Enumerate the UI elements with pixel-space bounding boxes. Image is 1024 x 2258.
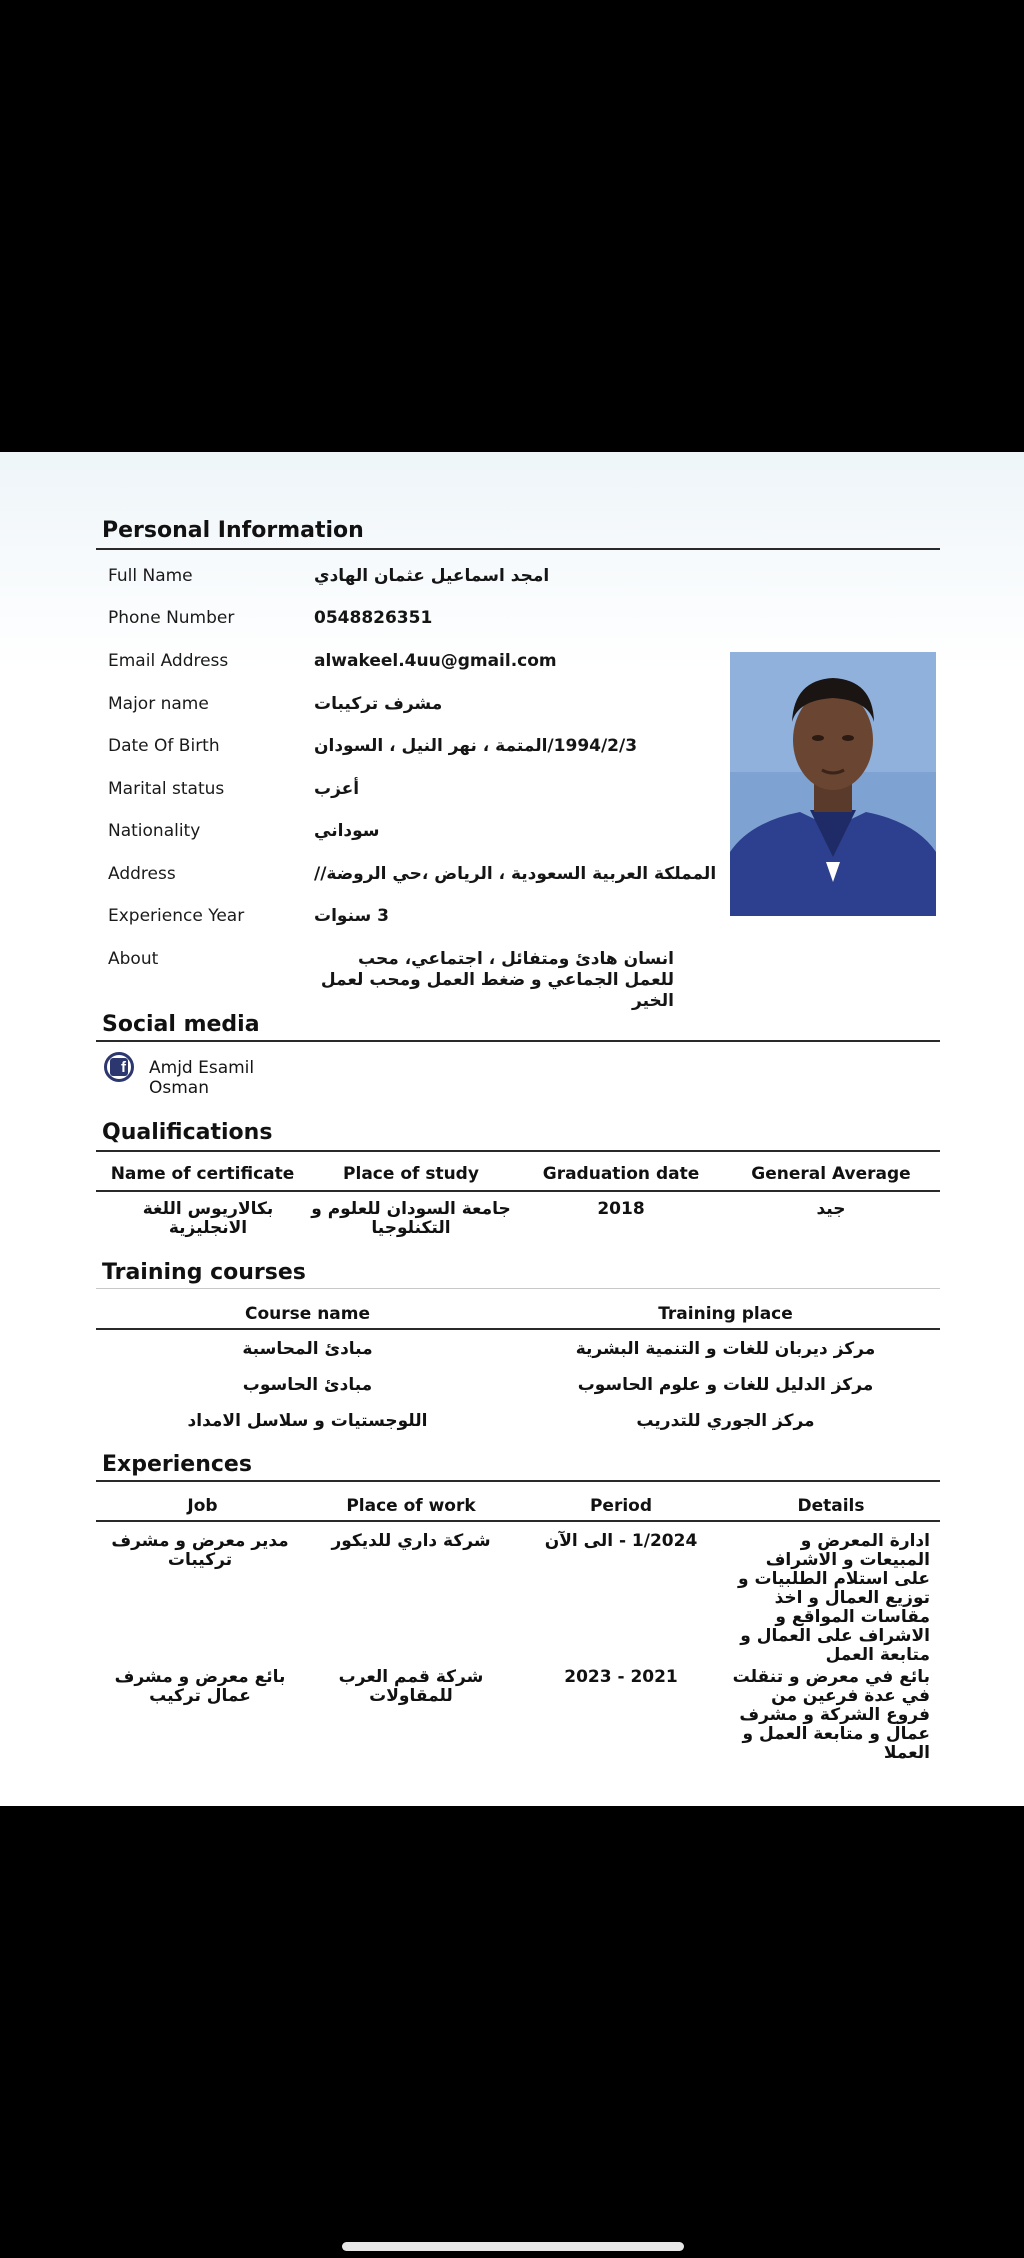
field-label: Experience Year — [108, 906, 245, 926]
table-cell: مبادئ الحاسوب — [242, 1375, 373, 1395]
social-media-title: Social media — [102, 1012, 260, 1037]
table-cell: ادارة المعرض و المبيعات و الاشراف على استلام الطلبيات و توزيع العمال و اخذ مقاسات المواقع و الاشراف على العمال و متابعة العمل — [738, 1531, 930, 1665]
table-header-divider — [96, 1328, 940, 1330]
full-name-value: امجد اسماعيل عثمان الهادي — [314, 566, 550, 586]
training-title: Training courses — [102, 1260, 306, 1285]
table-cell: مركز الدليل للغات و علوم الحاسوب — [577, 1375, 874, 1395]
table-cell: 2023 - 2021 — [564, 1667, 678, 1687]
table-header: Place of study — [343, 1164, 479, 1184]
section-divider — [96, 1040, 940, 1042]
table-cell: مركز ديربان للغات و التنمية البشرية — [575, 1339, 876, 1359]
field-label: Major name — [108, 694, 209, 714]
table-cell: مدير معرض و مشرف تركيبات — [111, 1531, 289, 1570]
field-label: Nationality — [108, 821, 201, 841]
table-cell: بائع معرض و مشرف عمال تركيب — [114, 1667, 286, 1706]
table-cell: مبادئ المحاسبة — [242, 1339, 373, 1359]
table-cell: شركة داري للديكور — [331, 1531, 491, 1551]
experiences-title: Experiences — [102, 1452, 252, 1477]
field-label: Full Name — [108, 566, 193, 586]
nationality-value: سوداني — [314, 821, 380, 841]
table-cell: بكالاريوس اللغة الانجليزية — [142, 1199, 274, 1238]
table-cell: بائع في معرض و تنقلت في عدة فرعين من فروع الشركة و مشرف عمال و متابعة العمل و العملا — [732, 1667, 930, 1763]
field-label: Email Address — [108, 651, 229, 671]
marital-value: أعزب — [314, 779, 360, 799]
table-cell: جيد — [816, 1199, 846, 1219]
about-value: انسان هادئ ومتفائل ، اجتماعي، محب للعمل الجماعي و ضغط العمل ومحب لعمل الخير — [320, 949, 674, 1011]
field-label: Phone Number — [108, 608, 235, 628]
table-header: Details — [797, 1496, 865, 1516]
field-label: Date Of Birth — [108, 736, 220, 756]
table-cell: اللوجستيات و سلاسل الامداد — [187, 1411, 428, 1431]
field-label: Address — [108, 864, 176, 884]
social-profile-name[interactable]: Amjd Esamil Osman — [149, 1058, 255, 1098]
section-divider — [96, 1150, 940, 1152]
major-value: مشرف تركيبات — [314, 694, 443, 714]
qualifications-title: Qualifications — [102, 1120, 273, 1145]
field-label: About — [108, 949, 159, 969]
address-value: المملكة العربية السعودية ، الرياض ،حي الروضة// — [314, 864, 717, 884]
birth-value: 1994/2/3/المتمة ، نهر النيل ، السودان — [314, 736, 638, 756]
table-header: Name of certificate — [110, 1164, 295, 1184]
table-header: Job — [187, 1496, 218, 1516]
table-header: Training place — [658, 1304, 793, 1324]
field-label: Marital status — [108, 779, 225, 799]
personal-info-title: Personal Information — [102, 518, 364, 543]
email-value: alwakeel.4uu@gmail.com — [314, 651, 557, 671]
section-divider — [96, 1288, 940, 1289]
phone-value: 0548826351 — [314, 608, 433, 628]
table-header: Course name — [244, 1304, 371, 1324]
table-cell: 2018 — [597, 1199, 645, 1219]
table-header: Place of work — [346, 1496, 476, 1516]
table-cell: مركز الجوري للتدريب — [636, 1411, 815, 1431]
table-header: Graduation date — [542, 1164, 700, 1184]
table-header: General Average — [751, 1164, 911, 1184]
table-cell: جامعة السودان للعلوم و التكنلوجيا — [311, 1199, 511, 1238]
section-divider — [96, 548, 940, 550]
section-divider — [96, 1480, 940, 1482]
table-header-divider — [96, 1520, 940, 1522]
profile-photo — [730, 652, 936, 916]
table-header: Period — [589, 1496, 653, 1516]
table-cell: شركة قمم العرب للمقاولات — [338, 1667, 484, 1706]
table-cell: 1/2024 - الى الآن — [544, 1531, 698, 1551]
table-header-divider — [96, 1190, 940, 1192]
experience-value: 3 سنوات — [314, 906, 389, 926]
home-indicator[interactable] — [342, 2242, 684, 2251]
facebook-icon[interactable]: f — [104, 1052, 134, 1082]
